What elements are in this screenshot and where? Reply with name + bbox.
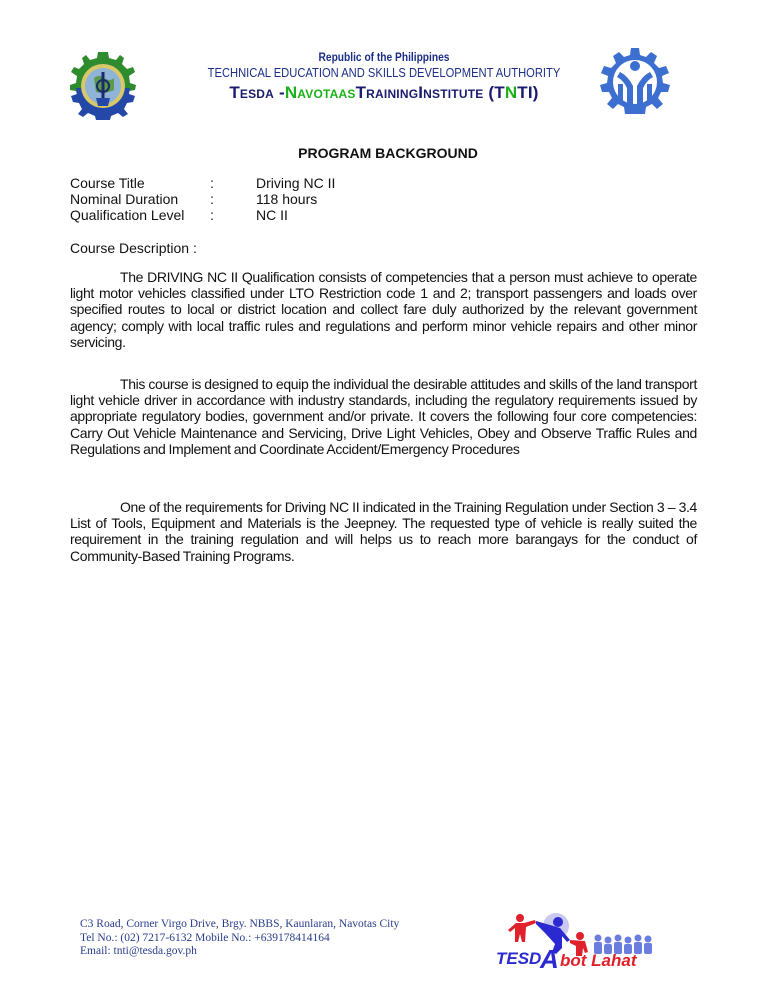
info-label: Qualification Level bbox=[70, 207, 185, 223]
info-separator: : bbox=[210, 207, 214, 223]
tesda-gear-logo-icon bbox=[598, 46, 672, 118]
svg-text:A: A bbox=[540, 944, 559, 970]
info-separator: : bbox=[210, 191, 214, 207]
course-info bbox=[70, 175, 335, 223]
info-label: Course Title bbox=[70, 175, 145, 191]
footer-email: Email: tnti@tesda.gov.ph bbox=[80, 945, 197, 957]
info-label: Nominal Duration bbox=[70, 191, 179, 207]
footer-phone: Tel No.: (02) 7217-6132 Mobile No.: +639178414164 bbox=[80, 931, 330, 944]
footer-contact bbox=[80, 918, 399, 959]
republic-heading: Republic of the Philippines bbox=[318, 50, 450, 64]
description-paragraph-3: One of the requirements for Driving NC II indicated in the Training Regulation under Section 3 – 3.4 List of Tools, Equipment and Materials is the Jeepney. The requested type of vehicle is really suited the requirement in the training regulation and will helps us to reach more barangays for the conduct of Community-Based Training Programs. bbox=[70, 499, 697, 564]
info-row-nominal-duration bbox=[70, 191, 335, 207]
info-row-course-title bbox=[70, 175, 335, 191]
institute-part: TrainingInstitute (T bbox=[355, 83, 505, 102]
info-value: Driving NC II bbox=[256, 175, 336, 191]
info-separator: : bbox=[210, 175, 214, 191]
svg-text:bot Lahat: bot Lahat bbox=[560, 951, 637, 970]
info-row-qualification-level bbox=[70, 207, 335, 223]
institute-part-green: N bbox=[504, 83, 518, 102]
footer-address: C3 Road, Corner Virgo Drive, Brgy. NBBS, Kaunlaran, Navotas City bbox=[80, 918, 400, 930]
info-value: NC II bbox=[256, 207, 288, 223]
tesda-abot-lahat-logo-icon bbox=[490, 908, 660, 970]
authority-heading: TECHNICAL EDUCATION AND SKILLS DEVELOPMENT AUTHORITY bbox=[207, 65, 561, 80]
description-paragraph-2: This course is designed to equip the individual the desirable attitudes and skills of the land transport light vehicle driver in accordance with industry standards, including the regulatory requirements issued by appropriate regulatory bodies, government and/or private. It covers the following four core competencies: Carry Out Vehicle Maintenance and Servicing, Drive Light Vehicles, Obey and Observe Traffic Rules and Regulations and Implement and Coordinate Accident/Emergency Procedures bbox=[70, 376, 697, 457]
institute-part: TI) bbox=[517, 83, 539, 102]
page-title-text: PROGRAM BACKGROUND bbox=[298, 145, 478, 161]
info-value: 118 hours bbox=[256, 191, 318, 207]
description-paragraph-1: The DRIVING NC II Qualification consists of competencies that a person must achieve to operate light motor vehicles classified under LTO Restriction code 1 and 2; transport passengers and loads over specified routes to local or district location and collect fare duly authorized by the relevant government agency; comply with local traffic rules and regulations and perform minor vehicle repairs and other minor servicing. bbox=[70, 269, 697, 350]
institute-part: Tesda - bbox=[229, 83, 285, 102]
svg-text:TESD: TESD bbox=[496, 949, 542, 968]
page-title bbox=[0, 145, 768, 161]
course-description-label: Course Description : bbox=[70, 240, 197, 256]
institute-part-green: Navotaas bbox=[284, 83, 356, 102]
